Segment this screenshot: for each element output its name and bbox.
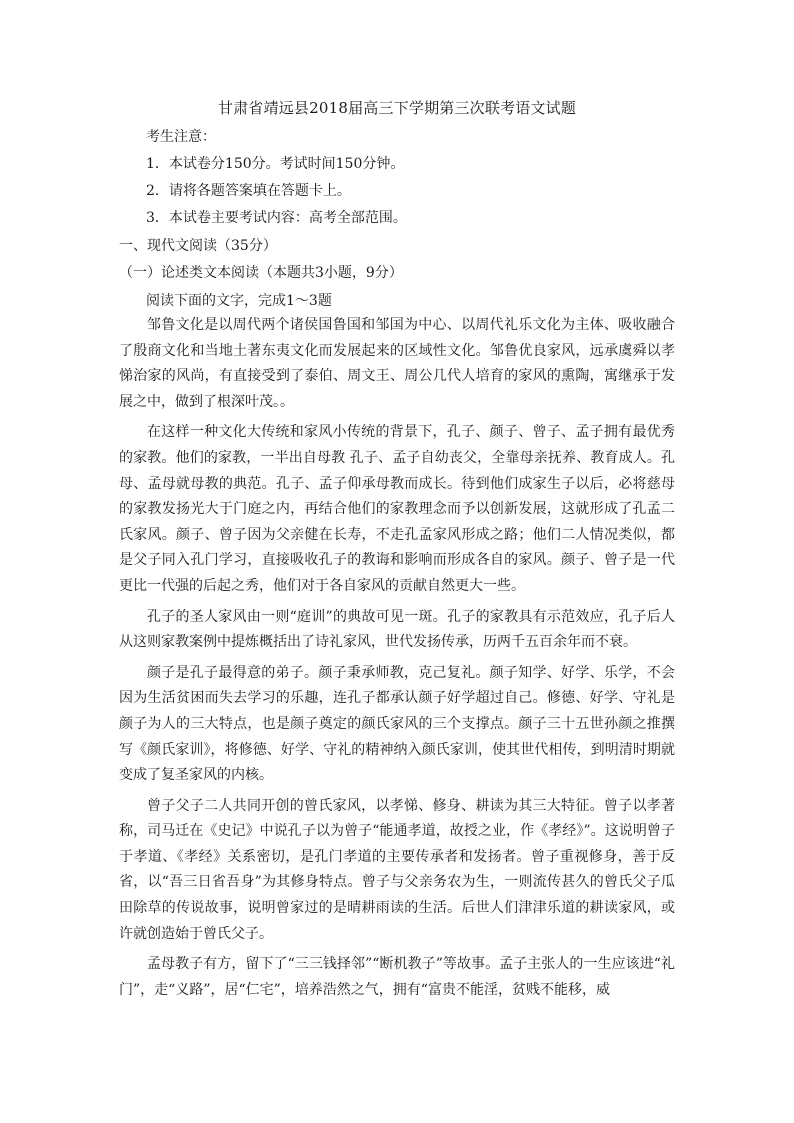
subsection-heading-argumentative: （一）论述类文本阅读（本题共3小题，9分） bbox=[119, 265, 403, 281]
passage-paragraph-5: 曾子父子二人共同开创的曾氏家风，以孝悌、修身、耕读为其三大特征。曾子以孝著称，司马迁在《史记》中说孔子以为曾子“能通孝道，故授之业，作《孝经》”。这说明曾子于孝道、《孝经》关系密切，是孔门孝道的主要传承者和发扬者。曾子重视修身，善于反省，以“吾三日省吾身”为其修身特点。曾子与父亲务农为生，一则流传甚久的曾氏父子瓜田除草的传说故事，说明曾家过的是晴耕雨读的生活。后世人们津津乐道的耕读家风，或许就创造始于曾氏父子。 bbox=[119, 797, 675, 942]
section-heading-modern-reading: 一、现代文阅读（35分） bbox=[119, 238, 277, 254]
document-title: 甘肃省靖远县2018届高三下学期第三次联考语文试题 bbox=[217, 99, 577, 117]
passage-paragraph-2: 在这样一种文化大传统和家风小传统的背景下，孔子、颜子、曾子、孟子拥有最优秀的家教。他们的家教，一半出自母教 孔子、孟子自幼丧父，全靠母亲抚养、教育成人。孔母、孟母就母教的典范。孔子、孟子仰承母教而成长。待到他们成家生子以后，必将慈母的家教发扬光大于门庭之内，再结合他们的家教理念而予以创新发展，这就形成了孔孟二氏家风。颜子、曾子因为父亲健在长寿，不走孔孟家风形成之路；他们二人情况类似，都是父子同入孔门学习，直接吸收孔子的教诲和影响而形成各自的家风。颜子、曾子是一代更比一代强的后起之秀，他们对于各自家风的贡献自然更大一些。 bbox=[119, 424, 675, 594]
notice-item-3: 3．本试卷主要考试内容：高考全部范围。 bbox=[146, 210, 407, 226]
notice-item-1: 1．本试卷分150分。考试时间150分钟。 bbox=[146, 156, 405, 172]
reading-instruction: 阅读下面的文字，完成1～3题 bbox=[146, 293, 332, 309]
passage-paragraph-1: 邹鲁文化是以周代两个诸侯国鲁国和邹国为中心、以周代礼乐文化为主体、吸收融合了殷商文化和当地土著东夷文化而发展起来的区域性文化。邹鲁优良家风，远承虞舜以孝悌治家的风尚，有直接受到了泰伯、周文王、周公几代人培育的家风的熏陶，寓继承于发展之中，做到了根深叶茂。。 bbox=[119, 317, 675, 410]
reading-passage bbox=[119, 313, 675, 1008]
passage-paragraph-4: 颜子是孔子最得意的弟子。颜子秉承师教，克己复礼。颜子知学、好学、乐学，不会因为生活贫困而失去学习的乐趣，连孔子都承认颜子好学超过自己。修德、好学、守礼是颜子为人的三大特点，也是颜子奠定的颜氏家风的三个支撑点。颜子三十五世孙颜之推撰写《颜氏家训》，将修德、好学、守礼的精神纳入颜氏家训，使其世代相传，到明清时期就变成了复圣家风的内核。 bbox=[119, 664, 675, 784]
notice-heading: 考生注意： bbox=[146, 129, 216, 145]
passage-paragraph-3: 孔子的圣人家风由一则“庭训”的典故可见一斑。孔子的家教具有示范效应，孔子后人从这则家教案例中提炼概括出了诗礼家风，世代发扬传承，历两千五百余年而不衰。 bbox=[119, 608, 675, 651]
passage-paragraph-6: 孟母教子有方，留下了“三三钱择邻”“断机教子”等故事。孟子主张人的一生应该进“礼门”，走“义路”，居“仁宅”，培养浩然之气，拥有“富贵不能淫，贫贱不能移，威 bbox=[119, 956, 675, 998]
notice-item-2: 2．请将各题答案填在答题卡上。 bbox=[146, 183, 351, 199]
